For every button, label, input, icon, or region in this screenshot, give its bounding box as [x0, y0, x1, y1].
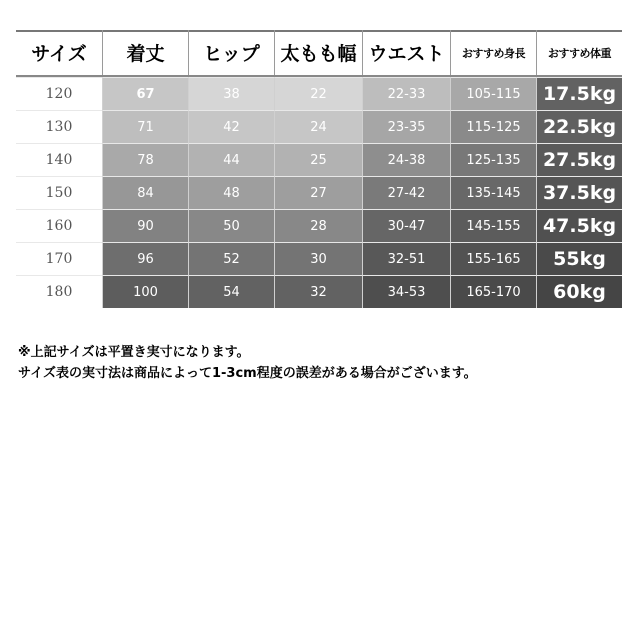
cell-hip: 48 — [188, 176, 274, 209]
cell-waist: 27-42 — [362, 176, 450, 209]
cell-waist: 22-33 — [362, 77, 450, 110]
cell-size: 170 — [16, 242, 102, 275]
cell-recommended-weight: 17.5kg — [536, 77, 622, 110]
table-row — [16, 110, 622, 143]
cell-size: 150 — [16, 176, 102, 209]
header-thigh: 太もも幅 — [274, 30, 362, 75]
cell-hip: 52 — [188, 242, 274, 275]
cell-hip: 44 — [188, 143, 274, 176]
cell-recommended-height: 135-145 — [450, 176, 536, 209]
table-row — [16, 209, 622, 242]
cell-thigh: 24 — [274, 110, 362, 143]
header-recommended-height: おすすめ身長 — [450, 30, 536, 75]
cell-recommended-weight: 37.5kg — [536, 176, 622, 209]
cell-hip: 38 — [188, 77, 274, 110]
table-header-row — [16, 30, 622, 75]
cell-size: 120 — [16, 77, 102, 110]
header-size: サイズ — [31, 43, 87, 65]
note-measurement-tolerance: サイズ表の実寸法は商品によって1-3cm程度の誤差がある場合がございます。 — [18, 366, 477, 381]
cell-recommended-height: 105-115 — [450, 77, 536, 110]
cell-length: 96 — [102, 242, 188, 275]
cell-thigh: 30 — [274, 242, 362, 275]
header-recommended-weight: おすすめ体重 — [536, 30, 622, 75]
header-hip: ヒップ — [188, 30, 274, 75]
table-row — [16, 275, 622, 308]
table-row — [16, 176, 622, 209]
cell-hip: 54 — [188, 275, 274, 308]
cell-waist: 32-51 — [362, 242, 450, 275]
cell-thigh: 22 — [274, 77, 362, 110]
cell-thigh: 27 — [274, 176, 362, 209]
cell-length: 78 — [102, 143, 188, 176]
cell-recommended-height: 155-165 — [450, 242, 536, 275]
table-row — [16, 77, 622, 110]
cell-recommended-weight: 22.5kg — [536, 110, 622, 143]
cell-hip: 42 — [188, 110, 274, 143]
table-row — [16, 242, 622, 275]
cell-length: 71 — [102, 110, 188, 143]
cell-thigh: 32 — [274, 275, 362, 308]
cell-recommended-weight: 55kg — [536, 242, 622, 275]
header-length: 着丈 — [102, 30, 188, 75]
cell-thigh: 28 — [274, 209, 362, 242]
cell-recommended-height: 165-170 — [450, 275, 536, 308]
cell-waist: 30-47 — [362, 209, 450, 242]
cell-recommended-weight: 47.5kg — [536, 209, 622, 242]
cell-size: 130 — [16, 110, 102, 143]
cell-waist: 23-35 — [362, 110, 450, 143]
cell-recommended-height: 125-135 — [450, 143, 536, 176]
cell-hip: 50 — [188, 209, 274, 242]
cell-recommended-height: 115-125 — [450, 110, 536, 143]
cell-size: 160 — [16, 209, 102, 242]
cell-length: 84 — [102, 176, 188, 209]
note-measurement-method: ※上記サイズは平置き実寸になります。 — [18, 345, 250, 360]
table-row — [16, 143, 622, 176]
cell-thigh: 25 — [274, 143, 362, 176]
cell-length: 100 — [102, 275, 188, 308]
cell-size: 140 — [16, 143, 102, 176]
cell-recommended-weight: 27.5kg — [536, 143, 622, 176]
cell-length: 90 — [102, 209, 188, 242]
cell-size: 180 — [16, 275, 102, 308]
size-notes — [18, 342, 477, 384]
cell-waist: 34-53 — [362, 275, 450, 308]
size-table — [16, 30, 622, 310]
cell-length: 67 — [102, 77, 188, 110]
cell-recommended-height: 145-155 — [450, 209, 536, 242]
cell-recommended-weight: 60kg — [536, 275, 622, 308]
header-waist: ウエスト — [362, 30, 450, 75]
cell-waist: 24-38 — [362, 143, 450, 176]
